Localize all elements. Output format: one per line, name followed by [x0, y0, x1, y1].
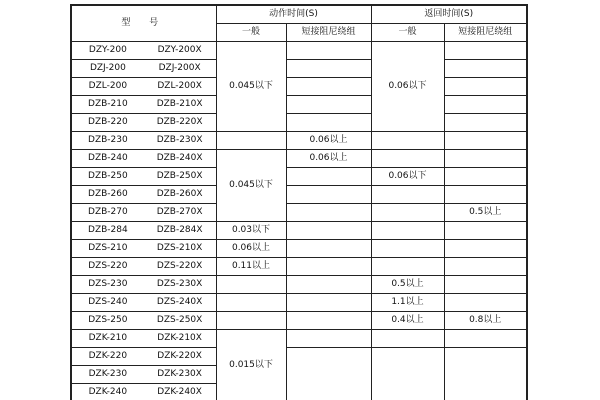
model-cell: [71, 78, 216, 96]
col-header-model: [71, 5, 216, 42]
table-row: [71, 294, 527, 312]
table-row: [71, 96, 527, 114]
action-general-cell: 0.11以上: [216, 258, 286, 276]
return-general-cell: 0.06以下: [371, 42, 444, 132]
table-row: [71, 132, 527, 150]
return-general-cell: [371, 222, 444, 240]
model-x: DZB-230X: [156, 135, 203, 145]
return-damped-cell: [444, 240, 527, 258]
return-general-cell: 0.4以上: [371, 312, 444, 330]
model-x: DZK-230X: [157, 369, 202, 379]
model-x: DZB-270X: [156, 207, 203, 217]
return-general-cell: [371, 150, 444, 168]
action-general-cell: 0.03以下: [216, 222, 286, 240]
action-general-cell: 0.045以下: [216, 42, 286, 132]
action-damped-cell: [286, 294, 371, 312]
action-general-cell: 0.015以下: [216, 330, 286, 400]
model-cell: [71, 348, 216, 366]
table-row: [71, 168, 527, 186]
model-header-label: 型 号: [121, 18, 167, 28]
action-damped-cell: [286, 276, 371, 294]
return-damped-cell: [444, 330, 527, 348]
return-general-cell: [371, 348, 444, 400]
action-damped-cell: [286, 204, 371, 222]
action-damped-cell: [286, 312, 371, 330]
model-cell: [71, 96, 216, 114]
model-base: DZS-220: [88, 261, 128, 271]
return-damped-cell: [444, 60, 527, 78]
return-general-cell: [371, 186, 444, 204]
model-cell: [71, 132, 216, 150]
model-cell: [71, 150, 216, 168]
model-base: DZB-240: [88, 153, 128, 163]
table-row: [71, 258, 527, 276]
action-damped-cell: [286, 186, 371, 204]
model-base: DZY-200: [88, 45, 127, 55]
action-damped-cell: [286, 240, 371, 258]
model-cell: [71, 240, 216, 258]
return-damped-cell: [444, 186, 527, 204]
return-general-cell: [371, 204, 444, 222]
model-cell: [71, 312, 216, 330]
return-damped-cell: [444, 294, 527, 312]
table-row: [71, 222, 527, 240]
action-damped-cell: [286, 330, 371, 348]
action-damped-cell: [286, 114, 371, 132]
action-damped-cell: [286, 96, 371, 114]
model-base: DZS-230: [88, 279, 128, 289]
table-row: [71, 114, 527, 132]
return-general-cell: [371, 132, 444, 150]
return-general-cell: 1.1以上: [371, 294, 444, 312]
return-damped-cell: [444, 150, 527, 168]
model-cell: [71, 384, 216, 400]
model-x: DZB-284X: [156, 225, 203, 235]
action-damped-cell: [286, 222, 371, 240]
model-cell: [71, 276, 216, 294]
table-row: [71, 186, 527, 204]
action-damped-cell: 0.06以上: [286, 150, 371, 168]
model-x: DZB-260X: [156, 189, 203, 199]
action-damped-cell: [286, 258, 371, 276]
table-row: [71, 150, 527, 168]
action-damped-cell: [286, 78, 371, 96]
return-damped-cell: [444, 168, 527, 186]
col-header-return-damped: 短接阻尼绕组: [444, 24, 527, 42]
model-base: DZB-210: [88, 99, 128, 109]
return-damped-cell: [444, 132, 527, 150]
model-x: DZB-240X: [156, 153, 203, 163]
action-general-cell: [216, 294, 286, 312]
return-general-cell: [371, 240, 444, 258]
relay-spec-table: [70, 4, 528, 400]
model-cell: [71, 258, 216, 276]
action-general-cell: [216, 132, 286, 150]
table-row: [71, 312, 527, 330]
model-x: DZS-210X: [156, 243, 203, 253]
model-x: DZK-240X: [157, 387, 202, 397]
col-header-action-general: 一般: [216, 24, 286, 42]
return-damped-cell: [444, 42, 527, 60]
return-general-cell: [371, 258, 444, 276]
col-header-return-time: 返回时间(S): [371, 5, 527, 24]
model-cell: [71, 60, 216, 78]
model-x: DZL-200X: [157, 81, 202, 91]
table-row: [71, 330, 527, 348]
table-row: [71, 276, 527, 294]
model-cell: [71, 168, 216, 186]
model-cell: [71, 294, 216, 312]
col-header-action-time: 动作时间(S): [216, 5, 371, 24]
action-general-cell: 0.045以下: [216, 150, 286, 222]
model-cell: [71, 222, 216, 240]
model-base: DZB-270: [88, 207, 128, 217]
model-x: DZS-250X: [156, 315, 203, 325]
action-damped-cell: 0.06以上: [286, 132, 371, 150]
model-cell: [71, 42, 216, 60]
action-general-cell: 0.06以上: [216, 240, 286, 258]
action-damped-cell: [286, 60, 371, 78]
model-cell: [71, 114, 216, 132]
model-base: DZB-230: [88, 135, 128, 145]
model-x: DZB-220X: [156, 117, 203, 127]
model-x: DZY-200X: [157, 45, 202, 55]
model-x: DZB-250X: [156, 171, 203, 181]
return-damped-cell: [444, 78, 527, 96]
action-damped-cell: [286, 168, 371, 186]
return-damped-cell: [444, 258, 527, 276]
model-base: DZS-240: [88, 297, 128, 307]
model-base: DZB-250: [88, 171, 128, 181]
model-cell: [71, 330, 216, 348]
header-row-1: [71, 5, 527, 24]
return-damped-cell: 0.5以上: [444, 204, 527, 222]
col-header-action-damped: 短接阻尼绕组: [286, 24, 371, 42]
model-base: DZK-230: [88, 369, 128, 379]
return-damped-cell: [444, 276, 527, 294]
model-x: DZJ-200X: [158, 63, 201, 73]
return-damped-cell: [444, 222, 527, 240]
col-header-return-general: 一般: [371, 24, 444, 42]
model-x: DZS-230X: [156, 279, 203, 289]
model-base: DZK-220: [88, 351, 128, 361]
return-general-cell: 0.5以上: [371, 276, 444, 294]
model-base: DZS-210: [88, 243, 128, 253]
model-base: DZB-260: [88, 189, 128, 199]
action-general-cell: [216, 276, 286, 294]
return-general-cell: [371, 330, 444, 348]
return-damped-cell: 0.8以上: [444, 312, 527, 330]
model-base: DZB-220: [88, 117, 128, 127]
return-damped-cell: [444, 348, 527, 400]
model-base: DZK-240: [88, 387, 128, 397]
table-row: [71, 204, 527, 222]
action-damped-cell: [286, 42, 371, 60]
table-row: [71, 42, 527, 60]
model-x: DZS-240X: [156, 297, 203, 307]
model-base: DZJ-200: [89, 63, 126, 73]
return-general-cell: 0.06以下: [371, 168, 444, 186]
return-damped-cell: [444, 114, 527, 132]
table-row: [71, 60, 527, 78]
model-x: DZK-210X: [157, 333, 202, 343]
model-x: DZK-220X: [157, 351, 202, 361]
model-base: DZS-250: [88, 315, 128, 325]
model-cell: [71, 204, 216, 222]
action-damped-cell: [286, 348, 371, 400]
model-x: DZS-220X: [156, 261, 203, 271]
model-base: DZK-210: [88, 333, 128, 343]
table-row: [71, 348, 527, 366]
return-damped-cell: [444, 96, 527, 114]
table-row: [71, 240, 527, 258]
model-x: DZB-210X: [156, 99, 203, 109]
model-base: DZB-284: [88, 225, 128, 235]
model-cell: [71, 366, 216, 384]
model-base: DZL-200: [88, 81, 128, 91]
action-general-cell: [216, 312, 286, 330]
table-row: [71, 78, 527, 96]
model-cell: [71, 186, 216, 204]
